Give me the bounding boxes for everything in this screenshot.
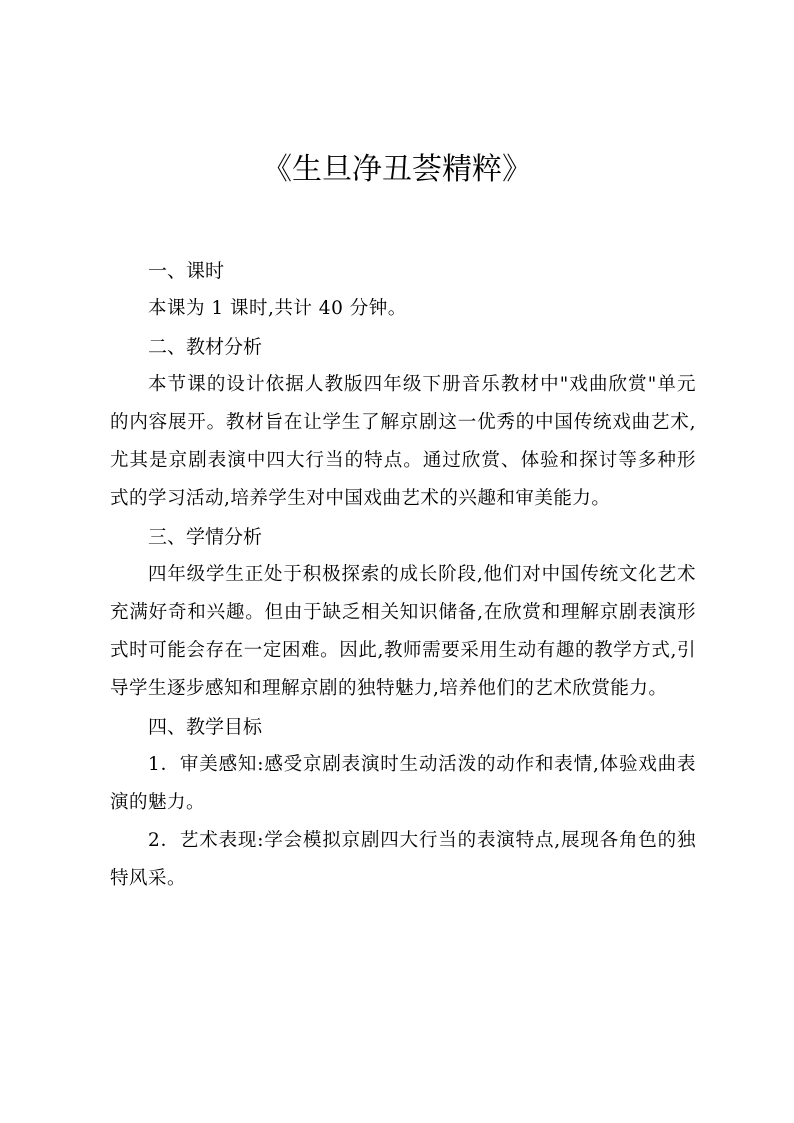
paragraph-goal-artistic-expression: 2．艺术表现:学会模拟京剧四大行当的表演特点,展现各角色的独特风采。 — [110, 830, 696, 889]
section-heading-class-hours: 一、课时 — [148, 260, 225, 282]
section-heading-student-analysis: 三、学情分析 — [148, 526, 263, 548]
document-title: 《生旦净丑荟精粹》 — [262, 152, 532, 187]
paragraph-student-analysis: 四年级学生正处于积极探索的成长阶段,他们对中国传统文化艺术充满好奇和兴趣。但由于缺乏相关知识储备,在欣赏和理解京剧表演形式时可能会存在一定困难。因此,教师需要采用生动有趣的教学方式,引导学生逐步感知和理解京剧的独特魅力,培养他们的艺术欣赏能力。 — [110, 564, 696, 699]
paragraph-goal-aesthetic-perception: 1．审美感知:感受京剧表演时生动活泼的动作和表情,体验戏曲表演的魅力。 — [110, 754, 696, 813]
section-heading-textbook-analysis: 二、教材分析 — [148, 336, 263, 358]
section-heading-teaching-goals: 四、教学目标 — [148, 716, 263, 738]
paragraph-textbook-analysis: 本节课的设计依据人教版四年级下册音乐教材中"戏曲欣赏"单元的内容展开。教材旨在让学生了解京剧这一优秀的中国传统戏曲艺术,尤其是京剧表演中四大行当的特点。通过欣赏、体验和探讨等多种形式的学习活动,培养学生对中国戏曲艺术的兴趣和审美能力。 — [110, 374, 696, 509]
paragraph-class-hours: 本课为 1 课时,共计 40 分钟。 — [148, 298, 407, 319]
document-body — [110, 252, 696, 898]
